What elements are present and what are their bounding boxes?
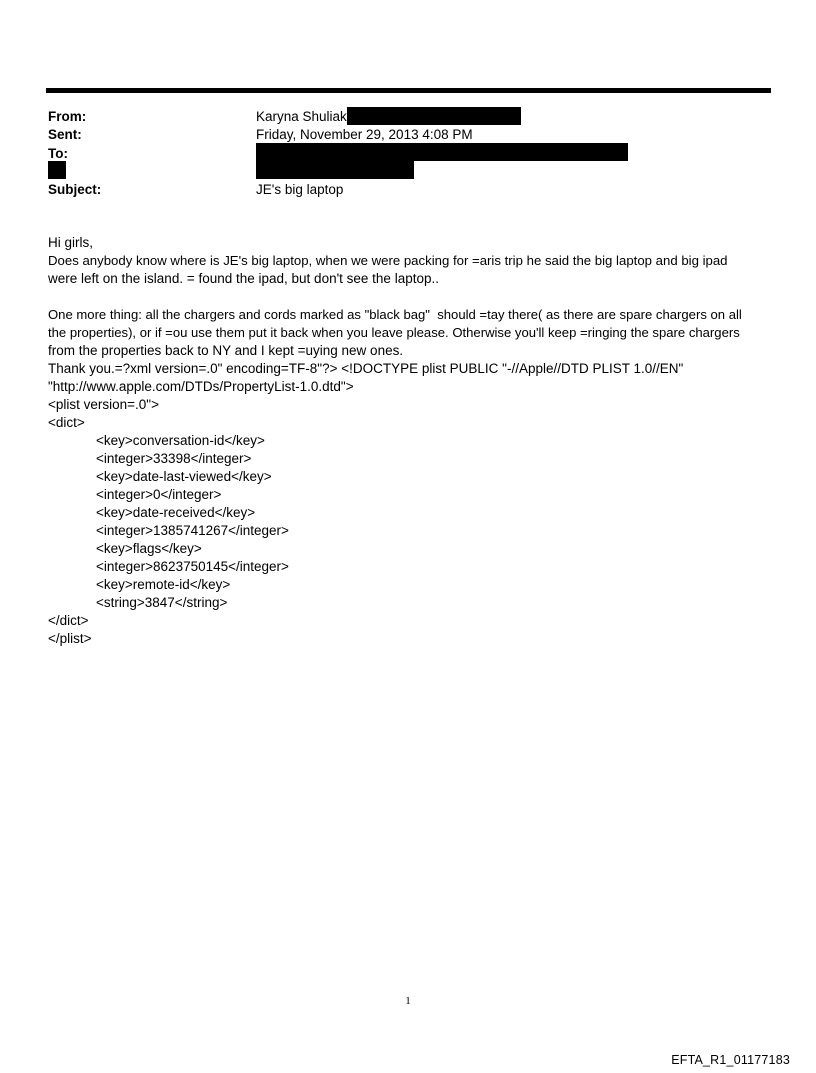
redaction-from-email: [347, 107, 521, 125]
from-label: From:: [48, 109, 87, 124]
sent-value: Friday, November 29, 2013 4:08 PM: [256, 127, 473, 142]
subject-label: Subject:: [48, 182, 102, 197]
body-line: <plist version=.0">: [48, 397, 159, 412]
body-line: <string>3847</string>: [96, 595, 228, 610]
bates-number: EFTA_R1_01177183: [671, 1053, 790, 1067]
body-line: <dict>: [48, 415, 85, 430]
body-line: <key>remote-id</key>: [96, 577, 231, 592]
body-line: Hi girls,: [48, 235, 94, 250]
body-line: <integer>0</integer>: [96, 487, 222, 502]
header-rule: [46, 88, 771, 93]
body-line: <key>conversation-id</key>: [96, 433, 265, 448]
body-line: </plist>: [48, 631, 92, 646]
subject-value: JE's big laptop: [256, 182, 344, 197]
body-line: <integer>1385741267</integer>: [96, 523, 289, 538]
body-line: One more thing: all the chargers and cords marked as "black bag" should =tay there( as there are spare chargers on all: [48, 307, 742, 322]
body-line: Does anybody know where is JE's big laptop, when we were packing for =aris trip he said the big laptop and big ipad: [48, 253, 728, 268]
body-line: the properties), or if =ou use them put it back when you leave please. Otherwise you'll keep =ringing the spare chargers: [48, 325, 740, 340]
from-value: Karyna Shuliak: [256, 109, 347, 124]
redaction-to-line-2: [256, 161, 414, 179]
body-line: from the properties back to NY and I kept =uying new ones.: [48, 343, 404, 358]
page-number: 1: [405, 995, 411, 1007]
redaction-cc-label: [48, 161, 66, 179]
to-label: To:: [48, 146, 68, 161]
body-line: <integer>33398</integer>: [96, 451, 252, 466]
body-line: <integer>8623750145</integer>: [96, 559, 289, 574]
body-line: </dict>: [48, 613, 89, 628]
body-line: <key>flags</key>: [96, 541, 202, 556]
redaction-to-line-1: [256, 143, 628, 161]
body-line: <key>date-received</key>: [96, 505, 256, 520]
body-line: were left on the island. = found the ipad, but don't see the laptop..: [48, 271, 439, 286]
body-line: <key>date-last-viewed</key>: [96, 469, 272, 484]
body-line: Thank you.=?xml version=.0" encoding=TF-8"?> <!DOCTYPE plist PUBLIC "-//Apple//DTD PLIST 1.0//EN": [48, 361, 684, 376]
body-line: "http://www.apple.com/DTDs/PropertyList-1.0.dtd">: [48, 379, 354, 394]
sent-label: Sent:: [48, 127, 82, 142]
